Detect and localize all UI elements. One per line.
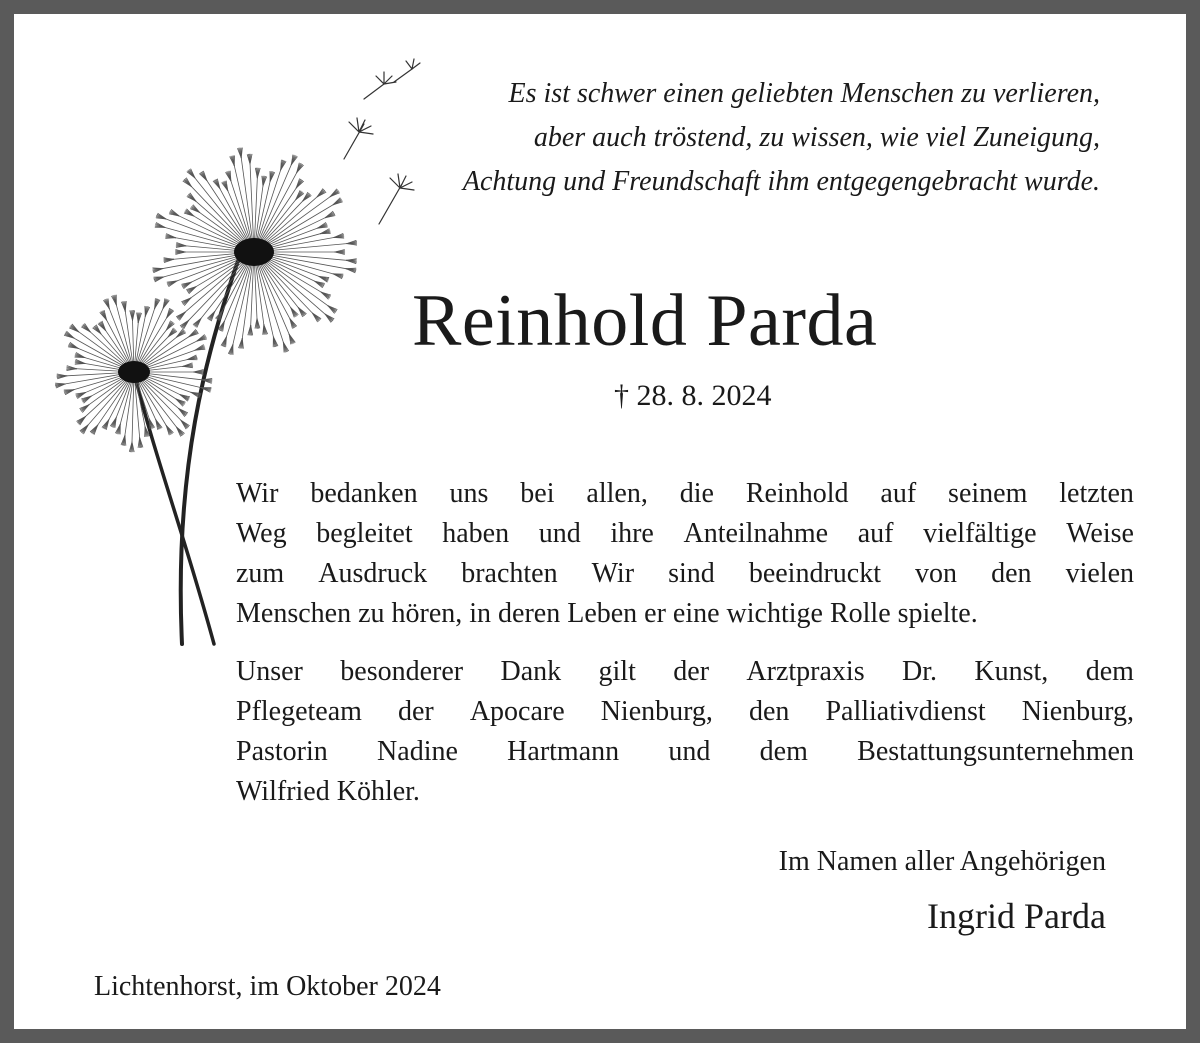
death-date: † 28. 8. 2024 (614, 379, 772, 412)
paragraph-line: Unser besonderer Dank gilt der Arztpraxis Dr. Kunst, dem (236, 656, 1134, 687)
deceased-name: Reinhold Parda (412, 280, 878, 362)
closing-line: Im Namen aller Angehörigen (778, 846, 1106, 877)
memorial-quote (380, 72, 1100, 204)
special-thanks-paragraph (236, 652, 1134, 812)
paragraph-line: Pflegeteam der Apocare Nienburg, den Palliativdienst Nienburg, (236, 696, 1134, 727)
quote-line: aber auch tröstend, zu wissen, wie viel Zuneigung, (533, 122, 1100, 153)
paragraph-line: Wir bedanken uns bei allen, die Reinhold auf seinem letzten (236, 478, 1134, 509)
signer-name: Ingrid Parda (927, 896, 1106, 936)
thanks-paragraph (236, 474, 1134, 634)
quote-line: Achtung und Freundschaft ihm entgegengebracht wurde. (462, 166, 1100, 197)
paragraph-line: Weg begleitet haben und ihre Anteilnahme auf vielfältige Weise (236, 518, 1134, 549)
paragraph-line: Menschen zu hören, in deren Leben er eine wichtige Rolle spielte. (236, 598, 978, 629)
place-and-date: Lichtenhorst, im Oktober 2024 (94, 971, 441, 1002)
paragraph-line: Pastorin Nadine Hartmann und dem Bestattungsunternehmen (236, 736, 1134, 767)
quote-line: Es ist schwer einen geliebten Menschen zu verlieren, (508, 78, 1100, 109)
paragraph-line: Wilfried Köhler. (236, 776, 420, 807)
paragraph-line: zum Ausdruck brachten Wir sind beeindruckt von den vielen (236, 558, 1134, 589)
